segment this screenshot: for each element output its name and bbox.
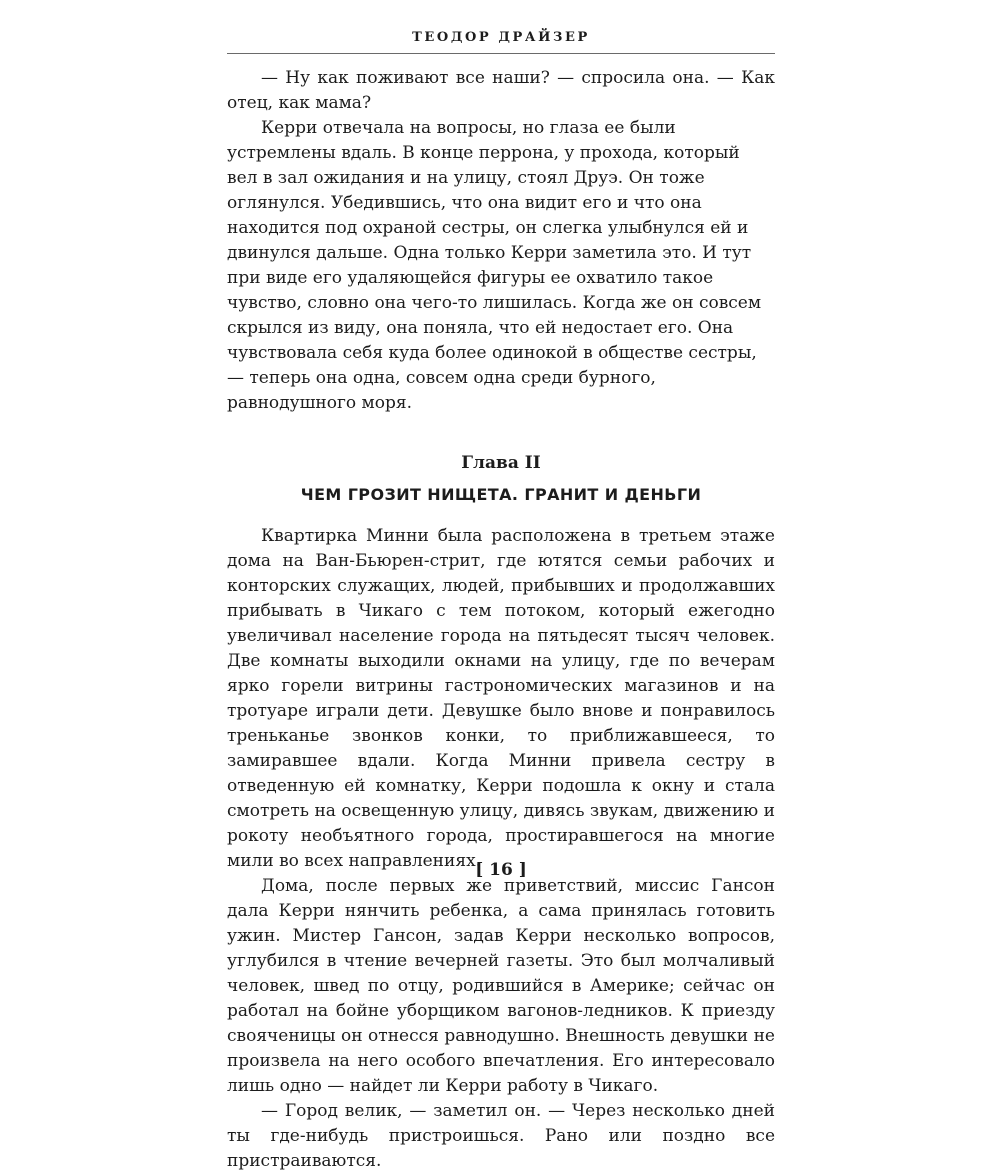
header-rule xyxy=(227,53,775,54)
chapter-text xyxy=(227,524,775,1174)
book-page xyxy=(227,20,775,1171)
paragraph: Квартирка Минни была расположена в третьем этаже дома на Ван-Бьюрен-стрит, где ютятся семьи рабочих и конторских служащих, людей, прибывших и продолжавших прибывать в Чикаго с тем потоком, который ежегодно увеличивал население города на пятьдесят тысяч человек. Две комнаты выходили окнами на улицу, где по вечерам ярко горели витрины гастрономических магазинов и на тротуаре играли дети. Девушке было внове и понравилось треньканье звонков конки, то приближавшееся, то замиравшее вдали. Когда Минни привела сестру в отведенную ей комнатку, Керри подошла к окну и стала смотреть на освещенную улицу, дивясь звукам, движению и рокоту необъятного города, простиравшегося на многие мили во всех направлениях. xyxy=(227,526,775,871)
paragraph: — Ну как поживают все наши? — спросила она. — Как отец, как мама? xyxy=(227,68,775,113)
page-number: [ 16 ] xyxy=(475,860,527,880)
chapter-heading xyxy=(227,452,775,506)
paragraph: Керри отвечала на вопросы, но глаза ее были устремлены вдаль. В конце перрона, у прохода, который вел в зал ожидания и на улицу, стоял Друэ. Он тоже оглянулся. Убедившись, что она видит его и что она находится под охраной сестры, он слегка улыбнулся ей и двинулся дальше. Одна только Керри заметила это. И тут при виде его удаляющейся фигуры ее охватило такое чувство, словно она чего-то лишилась. Когда же он совсем скрылся из виду, она поняла, что ей недостает его. Она чувствовала себя куда более одинокой в обществе сестры, — теперь она одна, совсем одна среди бурного, равнодушного моря. xyxy=(227,118,762,413)
chapter-label: Глава II xyxy=(461,453,541,473)
intro-text xyxy=(227,66,775,416)
running-head: ТЕОДОР ДРАЙЗЕР xyxy=(412,30,590,45)
paragraph: Дома, после первых же приветствий, миссис Гансон дала Керри нянчить ребенка, а сама принялась готовить ужин. Мистер Гансон, задав Керри несколько вопросов, углубился в чтение вечерней газеты. Это был молчаливый человек, швед по отцу, родившийся в Америке; сейчас он работал на бойне уборщиком вагонов-ледников. К приезду свояченицы он отнесся равнодушно. Внешность девушки не произвела на него особого впечатления. Его интересовало лишь одно — найдет ли Керри работу в Чикаго. xyxy=(227,876,775,1096)
chapter-title: ЧЕМ ГРОЗИТ НИЩЕТА. ГРАНИТ И ДЕНЬГИ xyxy=(300,485,702,504)
paragraph: — Город велик, — заметил он. — Через несколько дней ты где-нибудь пристроишься. Рано или поздно все пристраиваются. xyxy=(227,1101,775,1171)
